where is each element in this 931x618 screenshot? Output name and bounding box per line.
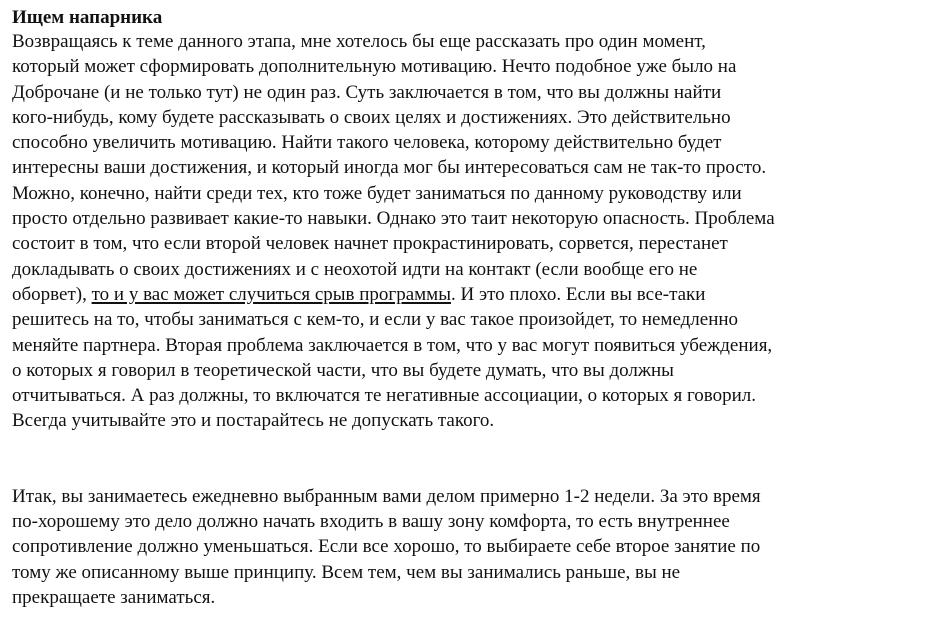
text-line: способно увеличить мотивацию. Найти такого человека, которому действительно будет (12, 132, 722, 154)
paragraph-partner (12, 29, 924, 434)
text-line: состоит в том, что если второй человек начнет прокрастинировать, сорвется, перестанет (12, 233, 728, 255)
section-title: Ищем напарника (12, 7, 163, 28)
document-page (12, 7, 924, 610)
text-line: Можно, конечно, найти среди тех, кто тоже будет заниматься по данному руководству или (12, 182, 742, 204)
text-line: кого-нибудь, кому будете рассказывать о своих целях и достижениях. Это действительно (12, 106, 731, 128)
text-line: отчитываться. А раз должны, то включатся те негативные ассоциации, о которых я говорил. (12, 385, 757, 407)
text-line-with-emphasis (12, 282, 924, 307)
text-line: который может сформировать дополнительную мотивацию. Нечто подобное уже было на (12, 56, 737, 78)
underlined-emphasis: то и у вас может случиться срыв программы (91, 283, 451, 305)
text-line: прекращаете заниматься. (12, 586, 216, 608)
text-segment: . И это плохо. Если вы все-таки (450, 283, 706, 305)
text-line: Всегда учитывайте это и постарайтесь не допускать такого. (12, 410, 495, 432)
text-line: Итак, вы занимаетесь ежедневно выбранным вами делом примерно 1-2 недели. За это время (12, 485, 761, 507)
text-line: Возвращаясь к теме данного этапа, мне хотелось бы еще рассказать про один момент, (12, 31, 706, 52)
text-line: Доброчане (и не только тут) не один раз. Суть заключается в том, что вы должны найти (12, 81, 722, 103)
text-line: просто отдельно развивает какие-то навыки. Однако это таит некоторую опасность. Проблема (12, 208, 775, 230)
text-line: о которых я говорил в теоретической части, что вы будете думать, что вы должны (12, 359, 674, 381)
text-line: докладывать о своих достижениях и с неохотой идти на контакт (если вообще его не (12, 258, 698, 280)
text-line: меняйте партнера. Вторая проблема заключается в том, что у вас могут появиться убеждения, (12, 334, 773, 356)
text-line: решитесь на то, чтобы заниматься с кем-то, и если у вас такое произойдет, то немедленно (12, 309, 739, 331)
text-line: по-хорошему это дело должно начать входить в вашу зону комфорта, то есть внутреннее (12, 511, 730, 533)
paragraph-routine (12, 484, 924, 610)
text-line: интересны ваши достижения, и который иногда мог бы интересоваться сам не так-то просто. (12, 157, 767, 179)
text-line: сопротивление должно уменьшаться. Если все хорошо, то выбираете себе второе занятие по (12, 536, 761, 558)
text-segment: оборвет), (12, 283, 92, 305)
text-line: тому же описанному выше принципу. Всем тем, чем вы занимались раньше, вы не (12, 561, 681, 583)
